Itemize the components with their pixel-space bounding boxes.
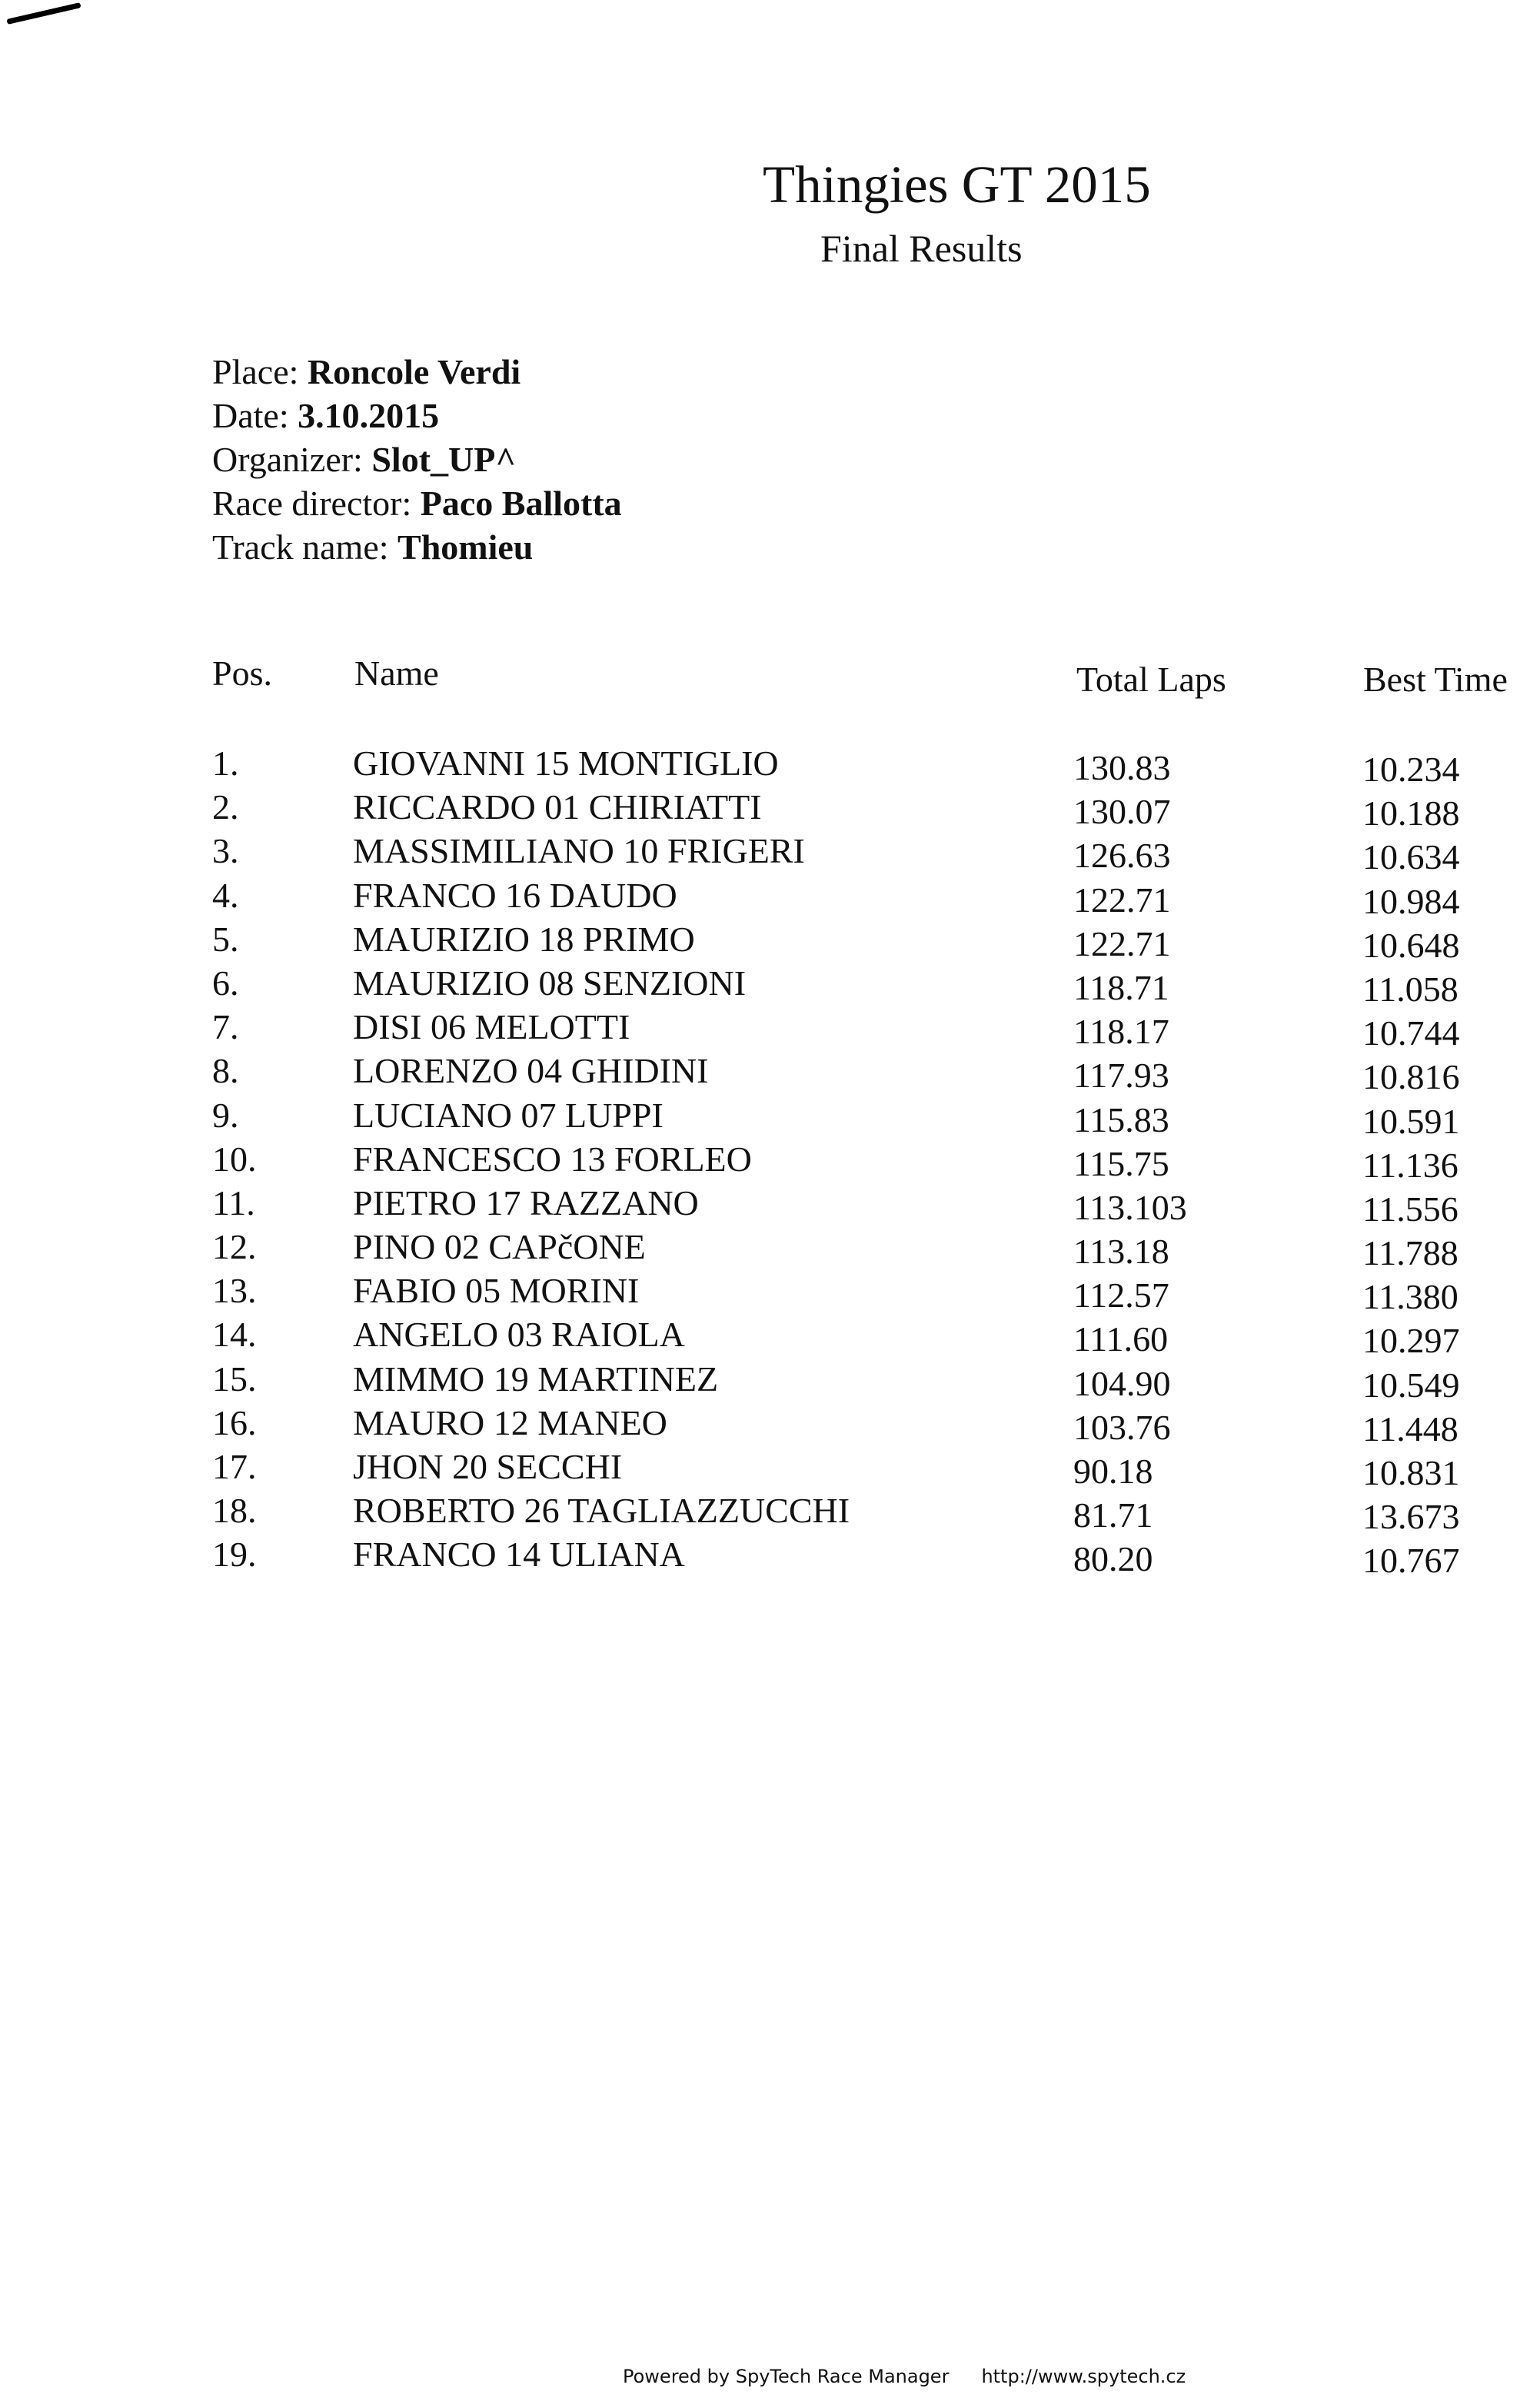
info-organizer — [212, 437, 622, 481]
cell-total-laps: 118.17 — [1073, 1012, 1169, 1052]
cell-best-time: 10.297 — [1362, 1321, 1460, 1361]
cell-total-laps: 126.63 — [1073, 836, 1171, 876]
cell-best-time: 11.136 — [1362, 1145, 1459, 1185]
page-subtitle: Final Results — [820, 227, 1023, 270]
table-row — [0, 1317, 1540, 1361]
cell-pos: 19. — [212, 1535, 257, 1575]
cell-total-laps: 130.07 — [1073, 792, 1171, 832]
cell-total-laps: 112.57 — [1073, 1276, 1169, 1315]
cell-pos: 10. — [212, 1139, 257, 1179]
cell-best-time: 10.744 — [1362, 1013, 1460, 1053]
cell-total-laps: 122.71 — [1073, 880, 1171, 920]
cell-best-time: 10.234 — [1362, 750, 1460, 789]
footer — [623, 2366, 1186, 2387]
cell-pos: 4. — [212, 875, 239, 915]
cell-best-time: 10.634 — [1362, 837, 1460, 877]
table-row — [0, 919, 1540, 966]
table-row — [0, 1449, 1540, 1493]
cell-name: MAURIZIO 18 PRIMO — [353, 919, 695, 959]
cell-pos: 16. — [212, 1402, 257, 1442]
table-row — [0, 1493, 1540, 1537]
table-row — [0, 1402, 1540, 1449]
table-row — [0, 875, 1540, 922]
table-row — [0, 787, 1540, 833]
table-row — [0, 833, 1540, 877]
cell-pos: 9. — [212, 1095, 239, 1135]
page-title: Thingies GT 2015 — [763, 155, 1151, 214]
cell-total-laps: 115.75 — [1073, 1143, 1169, 1183]
cell-best-time: 11.556 — [1362, 1189, 1459, 1229]
cell-best-time: 10.648 — [1362, 925, 1460, 965]
info-date — [212, 394, 622, 437]
cell-pos: 13. — [212, 1271, 257, 1311]
cell-name: FRANCO 14 ULIANA — [353, 1535, 685, 1575]
cell-pos: 15. — [212, 1359, 257, 1399]
cell-name: DISI 06 MELOTTI — [353, 1007, 630, 1047]
footer-url[interactable]: http://www.spytech.cz — [981, 2366, 1186, 2387]
table-row — [0, 1009, 1540, 1053]
cell-best-time: 11.788 — [1362, 1233, 1459, 1273]
cell-pos: 3. — [212, 831, 239, 871]
cell-name: MAURIZIO 08 SENZIONI — [353, 963, 747, 1003]
table-row — [0, 1229, 1540, 1273]
cell-pos: 8. — [212, 1051, 239, 1091]
cell-name: FABIO 05 MORINI — [353, 1271, 640, 1311]
table-row — [0, 1537, 1540, 1581]
cell-total-laps: 115.83 — [1073, 1099, 1169, 1139]
info-label: Track name: — [212, 527, 389, 567]
column-header-best-time: Best Time — [1363, 660, 1508, 699]
cell-pos: 14. — [212, 1315, 257, 1355]
cell-name: LUCIANO 07 LUPPI — [353, 1095, 664, 1135]
table-row — [0, 1273, 1540, 1317]
info-value: Paco Ballotta — [420, 484, 622, 523]
cell-pos: 2. — [212, 787, 239, 827]
info-label: Place: — [212, 352, 299, 391]
cell-total-laps: 81.71 — [1073, 1495, 1153, 1535]
cell-name: ANGELO 03 RAIOLA — [353, 1315, 685, 1355]
cell-total-laps: 113.103 — [1073, 1187, 1187, 1227]
info-value: 3.10.2015 — [298, 396, 440, 435]
info-label: Race director: — [212, 484, 412, 523]
cell-total-laps: 103.76 — [1073, 1407, 1171, 1447]
cell-name: LORENZO 04 GHIDINI — [353, 1051, 709, 1091]
table-row — [0, 1359, 1540, 1405]
info-place — [212, 350, 622, 394]
cell-best-time: 10.767 — [1362, 1541, 1460, 1581]
cell-total-laps: 130.83 — [1073, 748, 1171, 787]
cell-total-laps: 90.18 — [1073, 1452, 1153, 1491]
cell-best-time: 11.448 — [1362, 1409, 1459, 1448]
table-row — [0, 1095, 1540, 1142]
cell-best-time: 10.816 — [1362, 1057, 1460, 1097]
results-table — [0, 743, 1540, 1581]
cell-name: FRANCESCO 13 FORLEO — [353, 1139, 752, 1179]
table-row — [0, 1182, 1540, 1229]
footer-powered-by: Powered by SpyTech Race Manager — [623, 2366, 950, 2387]
cell-name: ROBERTO 26 TAGLIAZZUCCHI — [353, 1491, 850, 1531]
cell-pos: 7. — [212, 1007, 239, 1047]
cell-best-time: 10.591 — [1362, 1101, 1460, 1141]
info-label: Organizer: — [212, 440, 363, 479]
cell-name: PINO 02 CAPčONE — [353, 1227, 646, 1267]
cell-total-laps: 122.71 — [1073, 923, 1171, 963]
cell-best-time: 10.188 — [1362, 793, 1460, 833]
info-value: Thomieu — [397, 527, 534, 567]
cell-best-time: 11.380 — [1362, 1277, 1459, 1317]
cell-best-time: 13.673 — [1362, 1497, 1460, 1537]
cell-total-laps: 118.71 — [1073, 967, 1169, 1007]
cell-pos: 1. — [212, 743, 239, 783]
cell-total-laps: 104.90 — [1073, 1363, 1171, 1403]
cell-pos: 5. — [212, 919, 239, 959]
table-row — [0, 1139, 1540, 1186]
cell-pos: 12. — [212, 1227, 257, 1267]
table-row — [0, 963, 1540, 1009]
cell-pos: 6. — [212, 963, 239, 1003]
cell-total-laps: 117.93 — [1073, 1056, 1169, 1096]
cell-name: FRANCO 16 DAUDO — [353, 875, 677, 915]
cell-pos: 17. — [212, 1447, 257, 1486]
info-label: Date: — [212, 396, 289, 435]
column-header-total-laps: Total Laps — [1076, 660, 1226, 699]
cell-pos: 18. — [212, 1491, 257, 1531]
cell-name: GIOVANNI 15 MONTIGLIO — [353, 743, 779, 783]
cell-name: JHON 20 SECCHI — [353, 1447, 623, 1486]
table-row — [0, 1053, 1540, 1097]
cell-name: MASSIMILIANO 10 FRIGERI — [353, 831, 805, 871]
scan-mark — [6, 2, 81, 25]
table-row — [0, 743, 1540, 790]
cell-name: RICCARDO 01 CHIRIATTI — [353, 787, 762, 827]
race-info — [212, 350, 622, 569]
cell-best-time: 11.058 — [1362, 969, 1459, 1009]
info-race-director — [212, 481, 622, 525]
cell-name: MIMMO 19 MARTINEZ — [353, 1359, 719, 1399]
info-value: Roncole Verdi — [307, 352, 521, 391]
column-header-pos: Pos. — [212, 654, 272, 693]
info-track-name — [212, 525, 622, 569]
column-header-name: Name — [354, 654, 439, 693]
cell-total-laps: 111.60 — [1073, 1319, 1169, 1359]
cell-name: PIETRO 17 RAZZANO — [353, 1182, 699, 1222]
cell-pos: 11. — [212, 1182, 255, 1222]
cell-total-laps: 113.18 — [1073, 1232, 1169, 1272]
cell-total-laps: 80.20 — [1073, 1539, 1153, 1579]
cell-best-time: 10.984 — [1362, 881, 1460, 921]
cell-best-time: 10.549 — [1362, 1365, 1460, 1405]
info-value: Slot_UP^ — [371, 440, 517, 479]
cell-name: MAURO 12 MANEO — [353, 1402, 667, 1442]
cell-best-time: 10.831 — [1362, 1453, 1460, 1492]
